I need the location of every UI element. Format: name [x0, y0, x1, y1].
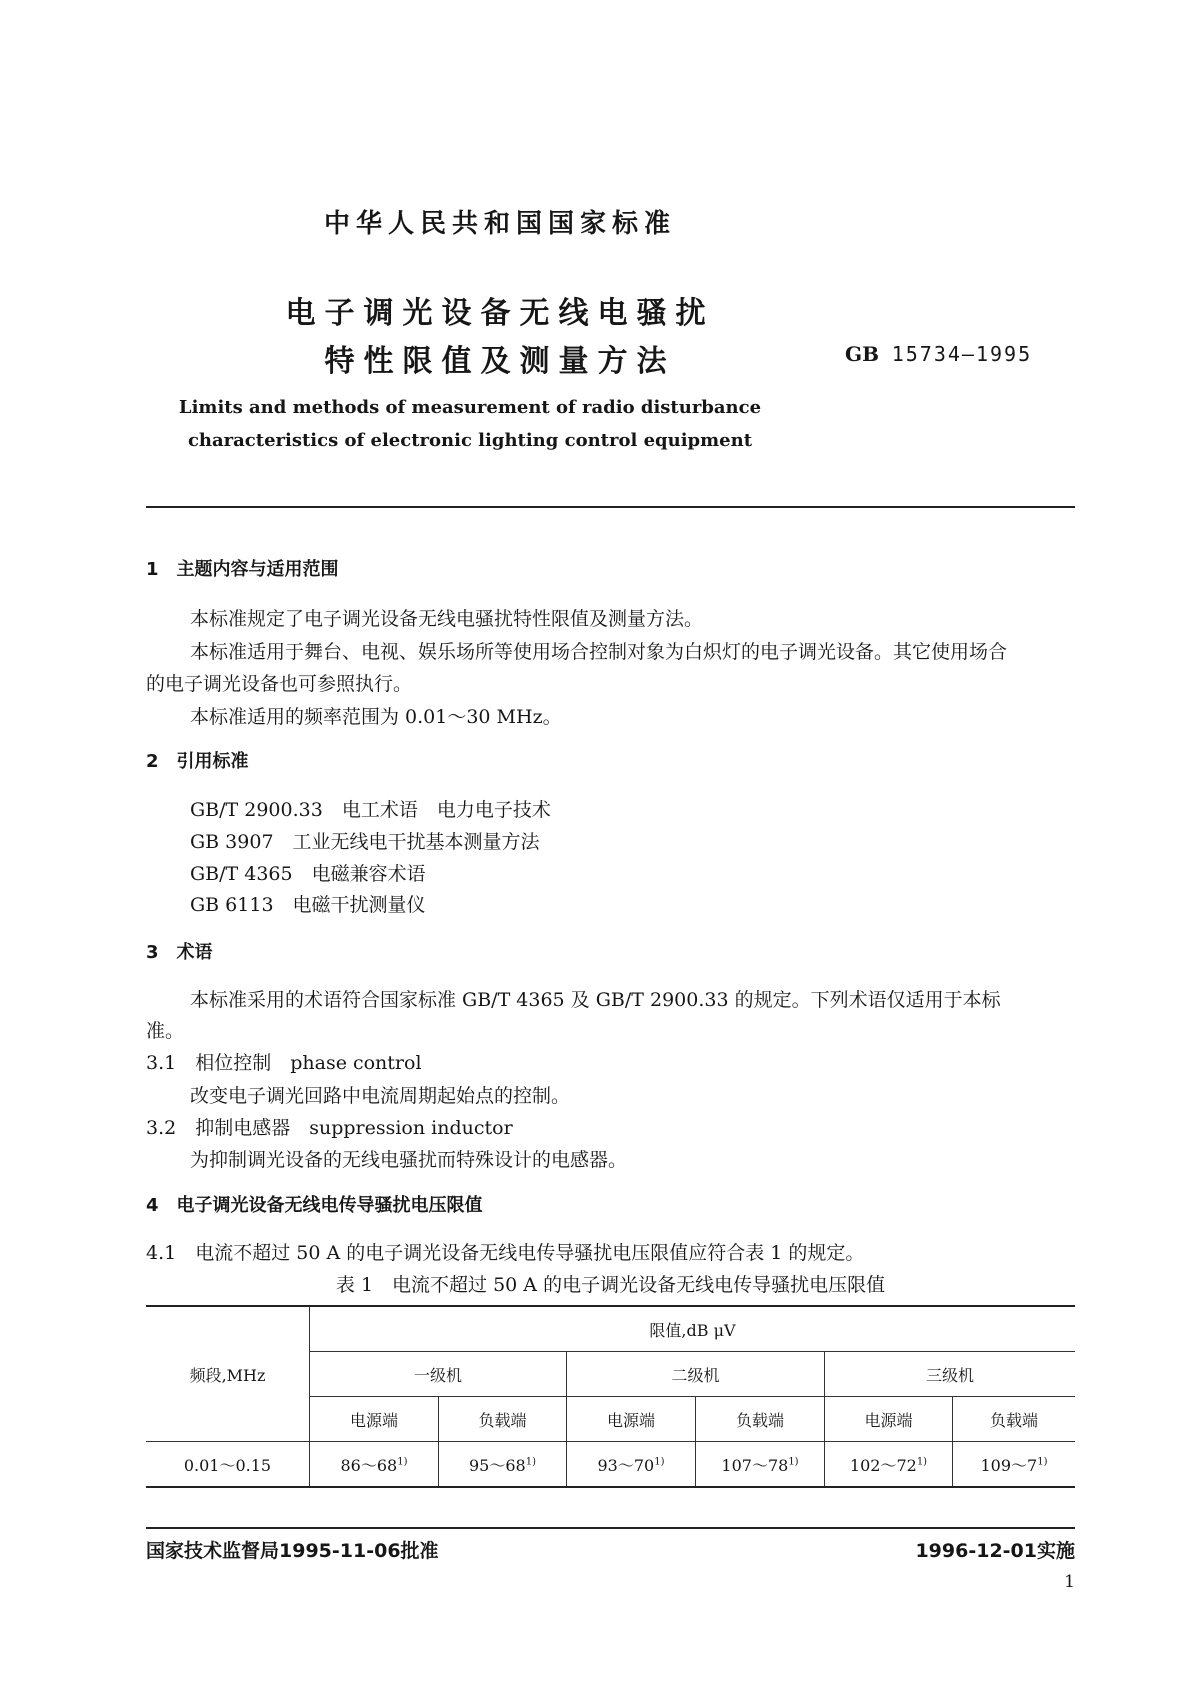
note-mark: 1) [916, 1456, 928, 1468]
paragraph: 本标准采用的术语符合国家标准 GB/T 4365 及 GB/T 2900.33 的规定。下列术语仅适用于本标 [190, 989, 1001, 1011]
port-header: 电源端 [310, 1397, 439, 1442]
paragraph: 的电子调光设备也可参照执行。 [146, 673, 413, 695]
title-line2: 特性限值及测量方法 [324, 344, 676, 379]
note-mark: 1) [525, 1456, 536, 1468]
note-mark: 1) [654, 1456, 665, 1468]
table-row [146, 1442, 1075, 1488]
footer-rule [146, 1527, 1075, 1529]
value-cell [567, 1442, 696, 1488]
value: 107～78 [721, 1455, 789, 1475]
section-4-heading: 4 电子调光设备无线电传导骚扰电压限值 [146, 1195, 483, 1216]
reference-item: GB/T 4365 电磁兼容术语 [190, 863, 426, 885]
table-caption: 表 1 电流不超过 50 A 的电子调光设备无线电传导骚扰电压限值 [335, 1274, 886, 1296]
value: 86～68 [340, 1455, 398, 1475]
class-header: 三级机 [825, 1352, 1076, 1397]
value-cell [439, 1442, 567, 1488]
freq-header: 频段,MHz [146, 1306, 310, 1442]
header-rule [146, 506, 1075, 508]
english-title-1: Limits and methods of measurement of radio disturbance [178, 397, 762, 418]
port-header: 电源端 [567, 1397, 696, 1442]
port-header: 电源端 [825, 1397, 953, 1442]
code-prefix: GB [845, 342, 879, 366]
note-mark: 1) [788, 1456, 799, 1468]
standard-type: 中华人民共和国国家标准 [323, 209, 676, 239]
value: 93～70 [597, 1455, 655, 1475]
value-cell [825, 1442, 953, 1488]
term-3-2-definition: 为抑制调光设备的无线电骚扰而特殊设计的电感器。 [190, 1149, 628, 1171]
english-title-2: characteristics of electronic lighting control equipment [187, 430, 753, 451]
paragraph: 本标准适用的频率范围为 0.01～30 MHz。 [190, 706, 562, 728]
value-cell [310, 1442, 439, 1488]
value: 109～7 [980, 1455, 1038, 1475]
reference-item: GB 6113 电磁干扰测量仪 [190, 894, 426, 916]
term-3-1: 3.1 相位控制 phase control [146, 1052, 422, 1074]
reference-item: GB/T 2900.33 电工术语 电力电子技术 [190, 799, 551, 821]
effective-date: 1996-12-01实施 [915, 1540, 1075, 1562]
limits-table [146, 1305, 1075, 1488]
paragraph: 本标准适用于舞台、电视、娱乐场所等使用场合控制对象为白炽灯的电子调光设备。其它使用场合 [190, 641, 1008, 663]
port-header: 负载端 [696, 1397, 825, 1442]
paragraph-4-1: 4.1 电流不超过 50 A 的电子调光设备无线电传导骚扰电压限值应符合表 1 的规定。 [146, 1242, 865, 1264]
title-line1: 电子调光设备无线电骚扰 [285, 296, 715, 331]
value: 95～68 [469, 1455, 526, 1475]
value-cell [696, 1442, 825, 1488]
paragraph: 准。 [146, 1020, 185, 1042]
note-mark: 1) [1037, 1456, 1048, 1468]
value-cell [953, 1442, 1076, 1488]
section-3-heading: 3 术语 [146, 942, 213, 963]
port-header: 负载端 [439, 1397, 567, 1442]
standard-code [845, 342, 1032, 366]
term-3-2: 3.2 抑制电感器 suppression inductor [146, 1117, 513, 1139]
section-2-heading: 2 引用标准 [146, 751, 249, 772]
port-header: 负载端 [953, 1397, 1076, 1442]
reference-item: GB 3907 工业无线电干扰基本测量方法 [190, 831, 540, 853]
term-3-1-definition: 改变电子调光回路中电流周期起始点的控制。 [190, 1085, 571, 1107]
note-mark: 1) [397, 1456, 408, 1468]
limit-header: 限值,dB μV [310, 1306, 1076, 1352]
class-header: 一级机 [310, 1352, 567, 1397]
class-header: 二级机 [567, 1352, 825, 1397]
approval-text: 国家技术监督局1995-11-06批准 [146, 1540, 439, 1562]
page-number: 1 [1064, 1572, 1075, 1592]
value: 102～72 [849, 1455, 917, 1475]
freq-cell: 0.01～0.15 [146, 1442, 310, 1488]
section-1-heading: 1 主题内容与适用范围 [146, 559, 339, 580]
code-number: 15734—1995 [891, 342, 1033, 366]
paragraph: 本标准规定了电子调光设备无线电骚扰特性限值及测量方法。 [190, 608, 704, 630]
